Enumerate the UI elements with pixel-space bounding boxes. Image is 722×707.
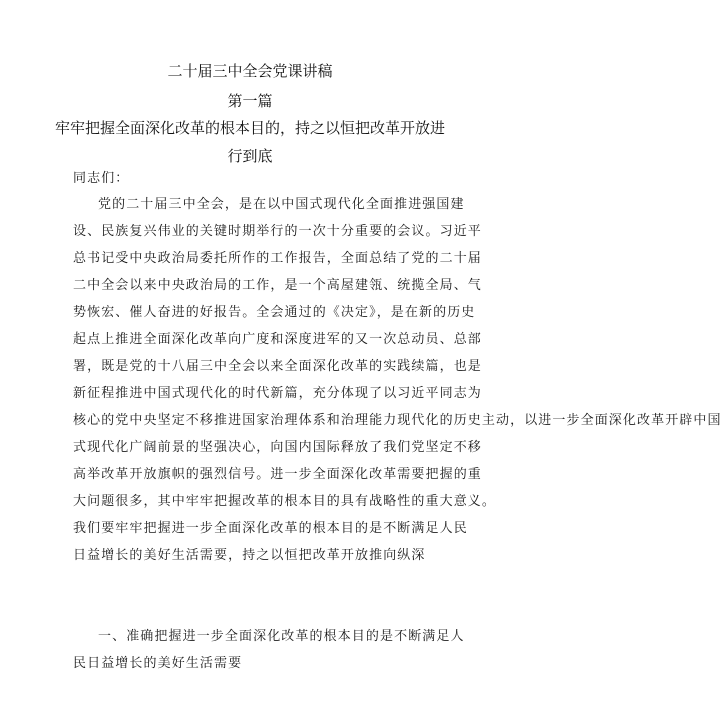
paragraph-line: 起点上推进全面深化改革向广度和深度进军的又一次总动员、总部 xyxy=(73,332,482,347)
paragraph-line: 核心的党中央坚定不移推进国家治理体系和治理能力现代化的历史主动，以进一步全面深化改革开辟中国 xyxy=(73,413,722,428)
paragraph-line: 式现代化广阔前景的坚强决心，向国内国际释放了我们党坚定不移 xyxy=(73,440,482,455)
paragraph-line: 大问题很多，其中牢牢把握改革的根本目的具有战略性的重大意义。 xyxy=(73,494,497,509)
paragraph-line: 日益增长的美好生活需要，持之以恒把改革开放推向纵深 xyxy=(73,548,426,563)
subtitle-line-2: 行到底 xyxy=(227,147,273,165)
part-heading: 第一篇 xyxy=(227,92,273,110)
paragraph-line: 总书记受中央政治局委托所作的工作报告，全面总结了党的二十届 xyxy=(73,251,482,266)
section-heading-line: 民日益增长的美好生活需要 xyxy=(73,656,243,671)
paragraph-line: 设、民族复兴伟业的关键时期举行的一次十分重要的会议。习近平 xyxy=(73,224,482,239)
paragraph-line: 势恢宏、催人奋进的好报告。全会通过的《决定》，是在新的历史 xyxy=(73,305,476,320)
paragraph-line: 二中全会以来中央政治局的工作，是一个高屋建瓴、统揽全局、气 xyxy=(73,278,482,293)
paragraph-line: 党的二十届三中全会，是在以中国式现代化全面推进强国建 xyxy=(98,197,465,212)
subtitle-line-1: 牢牢把握全面深化改革的根本目的，持之以恒把改革开放进 xyxy=(54,119,445,137)
salutation: 同志们： xyxy=(73,171,130,186)
paragraph-line: 我们要牢牢把握进一步全面深化改革的根本目的是不断满足人民 xyxy=(73,521,468,536)
paragraph-line: 高举改革开放旗帜的强烈信号。进一步全面深化改革需要把握的重 xyxy=(73,467,482,482)
document-title: 二十届三中全会党课讲稿 xyxy=(167,62,333,80)
paragraph-line: 署，既是党的十八届三中全会以来全面深化改革的实践续篇，也是 xyxy=(73,359,482,374)
paragraph-line: 新征程推进中国式现代化的时代新篇，充分体现了以习近平同志为 xyxy=(73,386,482,401)
section-heading-line: 一、准确把握进一步全面深化改革的根本目的是不断满足人 xyxy=(98,629,465,644)
